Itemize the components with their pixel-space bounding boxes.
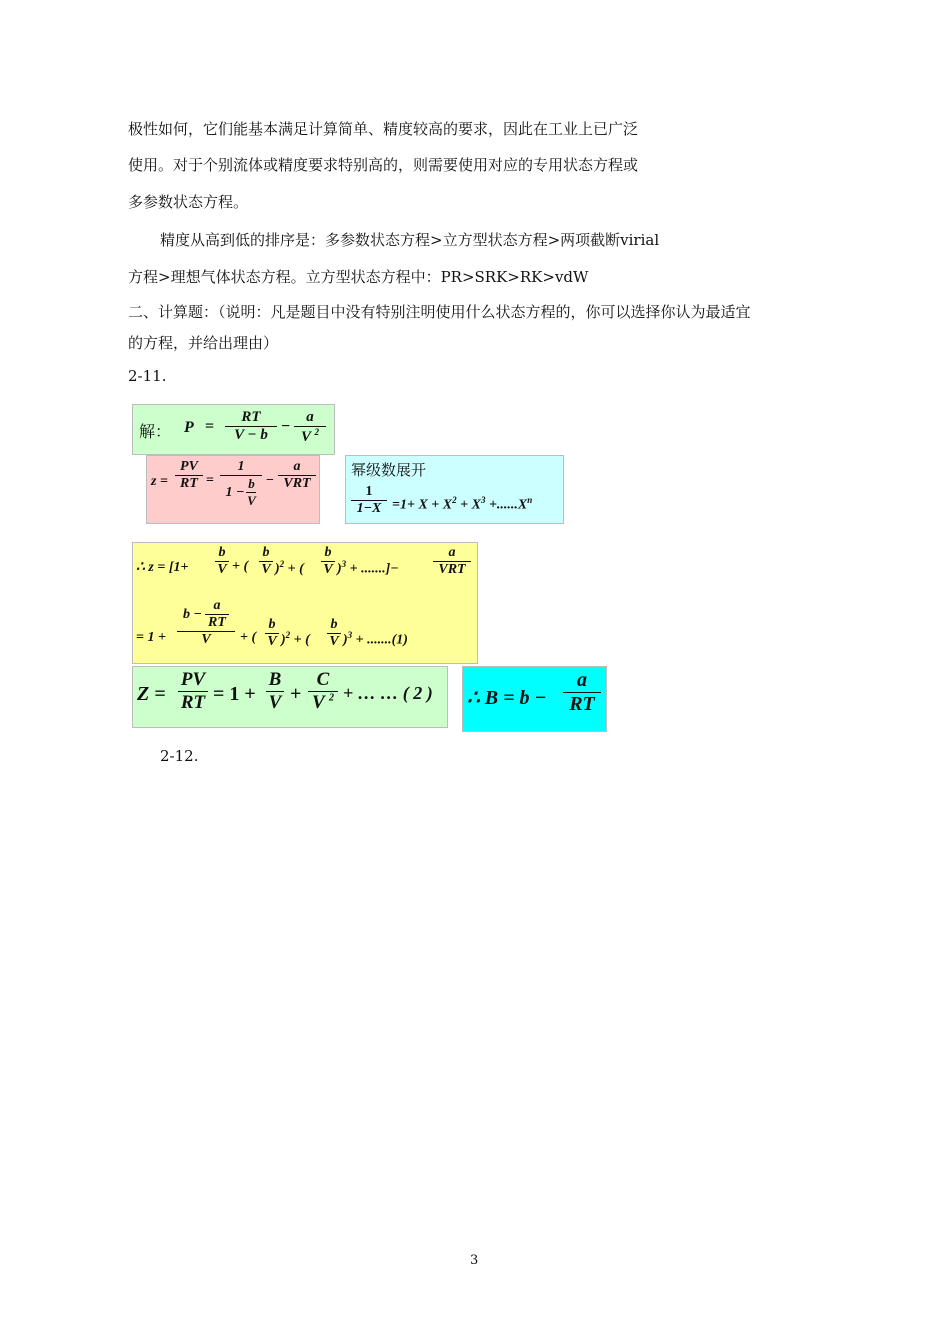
eq-minus: − xyxy=(281,418,291,435)
paragraph-line-1: 极性如何，它们能基本满足计算简单、精度较高的要求，因此在工业上已广泛 xyxy=(128,120,639,138)
frac-one-over-series: 1 1 − b V xyxy=(220,459,262,509)
expansion-line-2-start: = 1 + xyxy=(136,630,166,645)
frac-a-over-rt-result: a RT xyxy=(563,669,601,716)
paragraph-line-3: 多参数状态方程。 xyxy=(128,193,249,211)
series-label: 幂级数展开 xyxy=(351,461,427,479)
equation-box-z xyxy=(146,455,320,524)
expansion-eq-1: )$^3$ + .......(1) xyxy=(343,630,408,648)
frac-b-over-v-virial: B V xyxy=(266,669,284,714)
expansion-box xyxy=(132,542,478,664)
frac-b-over-v-3: b V xyxy=(321,545,335,578)
eq-equals-2: = xyxy=(206,473,214,488)
paragraph-line-4: 精度从高到低的排序是：多参数状态方程>立方型状态方程>两项截断virial xyxy=(160,231,660,249)
expansion-plus-1: + ( xyxy=(232,559,249,574)
expansion-plus-2: + ( xyxy=(240,630,257,645)
problem-2-12: 2-12. xyxy=(160,747,199,765)
paragraph-line-2: 使用。对于个别流体或精度要求特别高的，则需要使用对应的专用状态方程或 xyxy=(128,156,639,174)
frac-b-over-v-2: b V xyxy=(259,545,273,578)
page-number: 3 xyxy=(470,1253,479,1268)
frac-a-over-v2: a V $^2$ xyxy=(294,409,326,446)
virial-box xyxy=(132,666,448,728)
expansion-sq: )$^2$ + ( xyxy=(275,559,304,577)
eq-z: z = xyxy=(151,474,168,489)
eq-p: P xyxy=(184,419,194,436)
series-expansion: $=1+ X + X^2 + X^3 +......X^n$ xyxy=(392,495,533,513)
power-series-box xyxy=(345,455,564,524)
frac-b-over-v-1: b V xyxy=(215,545,229,578)
section-note: 的方程，并给出理由） xyxy=(128,334,279,352)
result-b: ∴ B = b − xyxy=(467,687,547,709)
virial-z: Z = xyxy=(137,683,166,705)
virial-eq-2: + … … ( 2 ) xyxy=(343,683,433,703)
virial-plus: + xyxy=(290,683,302,705)
problem-2-11: 2-11. xyxy=(128,367,167,385)
expansion-line-1-start: ∴ z = [1+ xyxy=(136,560,189,575)
frac-c-over-v2: C V $^2$ xyxy=(308,669,338,714)
frac-pv-over-rt-2: PV RT xyxy=(178,669,208,714)
frac-rt-over-v-minus-b: RT V − b xyxy=(225,409,277,444)
section-heading: 二、计算题：（说明：凡是题目中没有特别注明使用什么状态方程的，你可以选择你认为最适宜 xyxy=(128,303,751,321)
frac-b-minus-a-rt-over-v: b − a RT V xyxy=(177,598,235,648)
frac-a-over-vrt-2: a VRT xyxy=(433,545,471,578)
expansion-cube: )$^3$ + .......]− xyxy=(337,559,399,577)
paragraph-line-5: 方程>理想气体状态方程。立方型状态方程中：PR>SRK>RK>vdW xyxy=(128,268,589,286)
frac-one-over-one-minus-x: 1 1−X xyxy=(351,484,387,517)
result-box xyxy=(462,666,607,732)
eq-equals: = xyxy=(205,418,215,435)
eq-minus-2: − xyxy=(266,473,274,488)
frac-b-over-v-5: b V xyxy=(327,617,341,650)
equation-box-vdw xyxy=(132,404,335,455)
virial-rhs-1: = 1 + xyxy=(213,683,256,705)
frac-b-over-v-4: b V xyxy=(265,617,279,650)
frac-pv-over-rt: PV RT xyxy=(175,459,203,492)
expansion-sq-2: )$^2$ + ( xyxy=(281,630,310,648)
frac-a-over-vrt: a VRT xyxy=(278,459,316,492)
solve-label: 解： xyxy=(139,422,172,441)
